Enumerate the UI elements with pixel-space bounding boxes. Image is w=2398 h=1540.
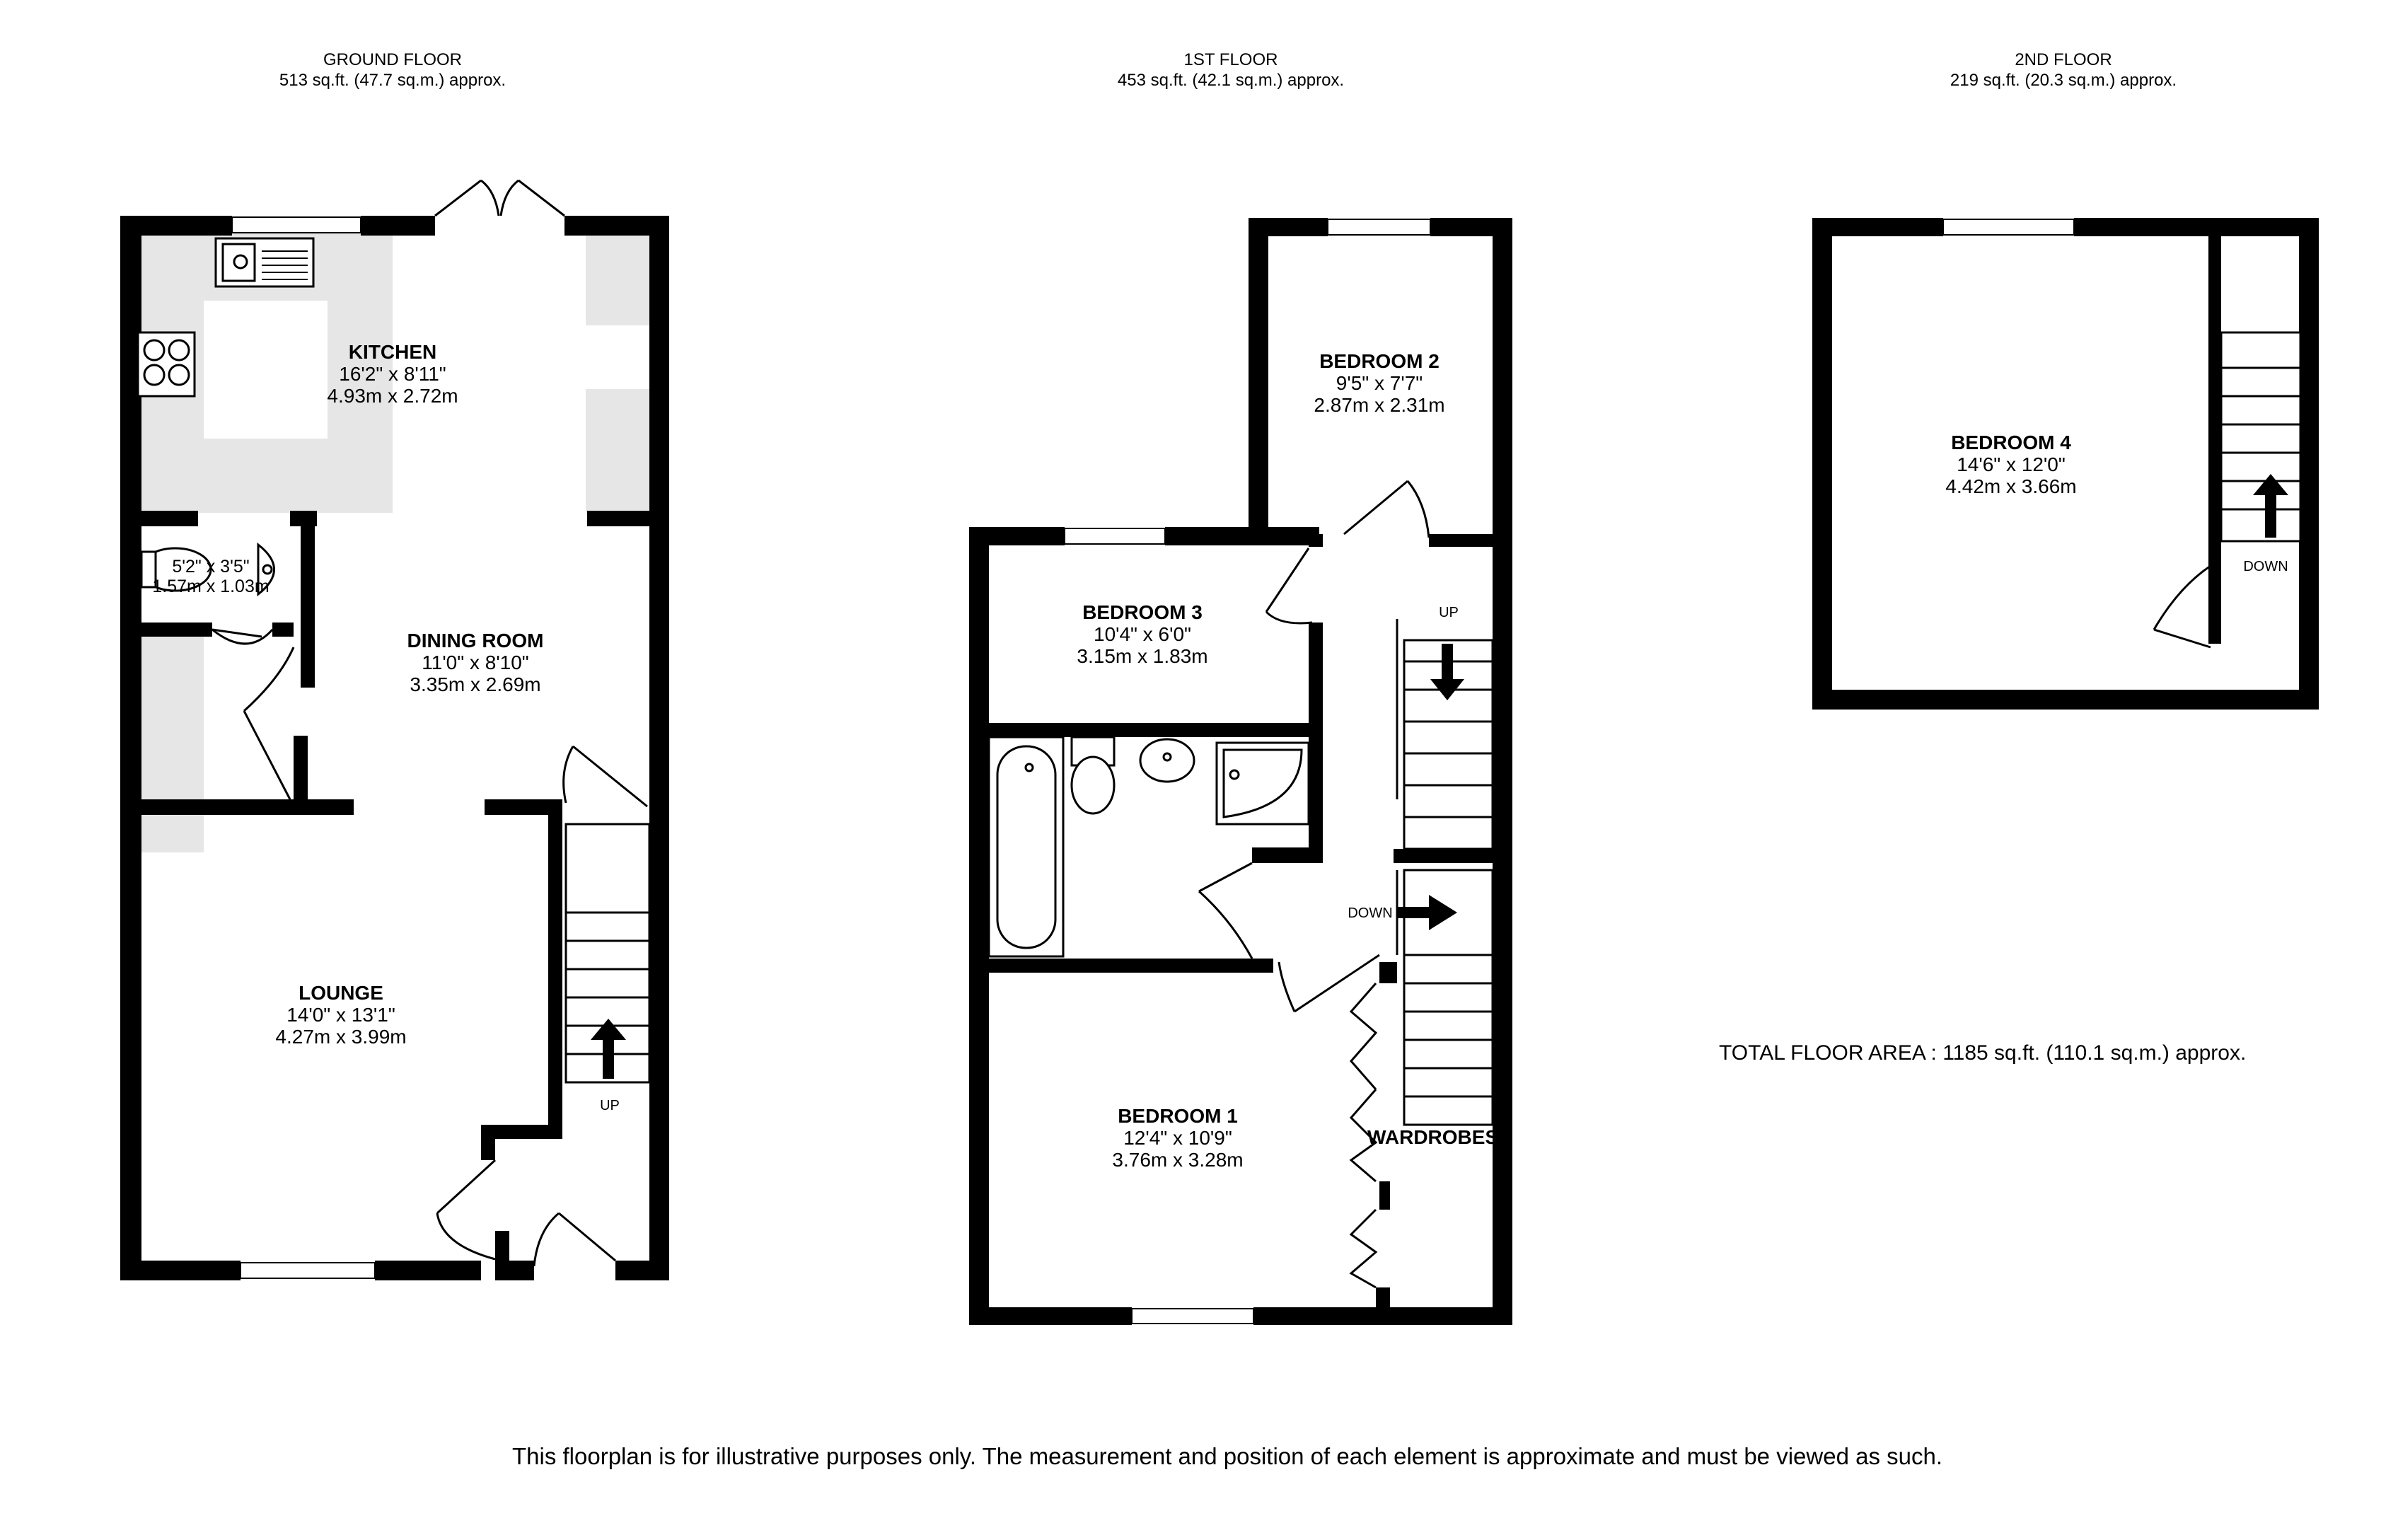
second-floor-window <box>1943 219 2074 235</box>
room-name: BEDROOM 1 <box>1118 1105 1238 1127</box>
stairs-up-label: UP <box>600 1098 620 1113</box>
floor-area: 513 sq.ft. (47.7 sq.m.) approx. <box>279 71 506 90</box>
stairs-up-label: UP <box>1439 605 1459 620</box>
hob-icon <box>138 332 195 396</box>
room-label-bedroom-4 <box>1945 432 2076 497</box>
room-size-metric: 4.27m x 3.99m <box>275 1026 407 1048</box>
room-name: KITCHEN <box>348 341 437 363</box>
room-size-imperial: 16'2" x 8'11" <box>339 363 446 385</box>
room-label-bedroom-3 <box>1077 601 1207 667</box>
room-label-wc <box>152 557 269 596</box>
room-name: DINING ROOM <box>407 630 544 652</box>
stairs-down-label: DOWN <box>1348 905 1393 921</box>
total-floor-area: TOTAL FLOOR AREA : 1185 sq.ft. (110.1 sq.m.) approx. <box>1719 1041 2247 1065</box>
second-floor-header <box>1950 50 2177 91</box>
floor-name: 1ST FLOOR <box>1183 50 1278 69</box>
room-size-imperial: 11'0" x 8'10" <box>422 652 529 673</box>
room-size-imperial: 9'5" x 7'7" <box>1336 372 1423 394</box>
first-floor-header <box>1118 50 1344 91</box>
disclaimer: This floorplan is for illustrative purposes only. The measurement and position of each element is approximate and must be viewed as such. <box>512 1443 1942 1469</box>
room-size-imperial: 12'4" x 10'9" <box>1123 1127 1232 1149</box>
room-size-imperial: 5'2" x 3'5" <box>172 557 250 577</box>
room-label-kitchen <box>327 341 458 407</box>
room-size-imperial: 14'0" x 13'1" <box>286 1004 395 1026</box>
ground-floor-stairs <box>555 824 649 1082</box>
room-name: LOUNGE <box>299 982 383 1004</box>
room-name: BEDROOM 3 <box>1082 601 1203 623</box>
floor-name: GROUND FLOOR <box>323 50 462 69</box>
room-label-bedroom-1 <box>1112 1105 1243 1171</box>
floor-area: 453 sq.ft. (42.1 sq.m.) approx. <box>1117 71 1345 90</box>
room-size-metric: 3.76m x 3.28m <box>1112 1149 1244 1171</box>
floor-name: 2ND FLOOR <box>2015 50 2112 69</box>
room-size-imperial: 14'6" x 12'0" <box>1957 453 2066 475</box>
stairs-down-label: DOWN <box>2243 559 2288 574</box>
room-size-metric: 1.57m x 1.03m <box>152 577 270 596</box>
room-size-metric: 3.35m x 2.69m <box>410 673 541 695</box>
room-size-metric: 4.42m x 3.66m <box>1945 475 2077 497</box>
room-label-lounge <box>275 982 406 1048</box>
room-label-bedroom-2 <box>1314 350 1444 416</box>
sink-icon <box>216 238 313 286</box>
room-size-metric: 3.15m x 1.83m <box>1077 645 1208 667</box>
second-floor-stairs <box>2221 332 2300 541</box>
room-size-metric: 4.93m x 2.72m <box>327 385 458 407</box>
room-size-imperial: 10'4" x 6'0" <box>1093 623 1191 645</box>
room-name: BEDROOM 4 <box>1951 432 2071 453</box>
floor-area: 219 sq.ft. (20.3 sq.m.) approx. <box>1950 71 2177 90</box>
room-name: BEDROOM 2 <box>1319 350 1440 372</box>
wardrobes-label: WARDROBES <box>1367 1126 1499 1148</box>
room-label-dining-room <box>407 630 544 695</box>
ground-floor-header <box>279 50 506 91</box>
room-size-metric: 2.87m x 2.31m <box>1314 394 1445 416</box>
